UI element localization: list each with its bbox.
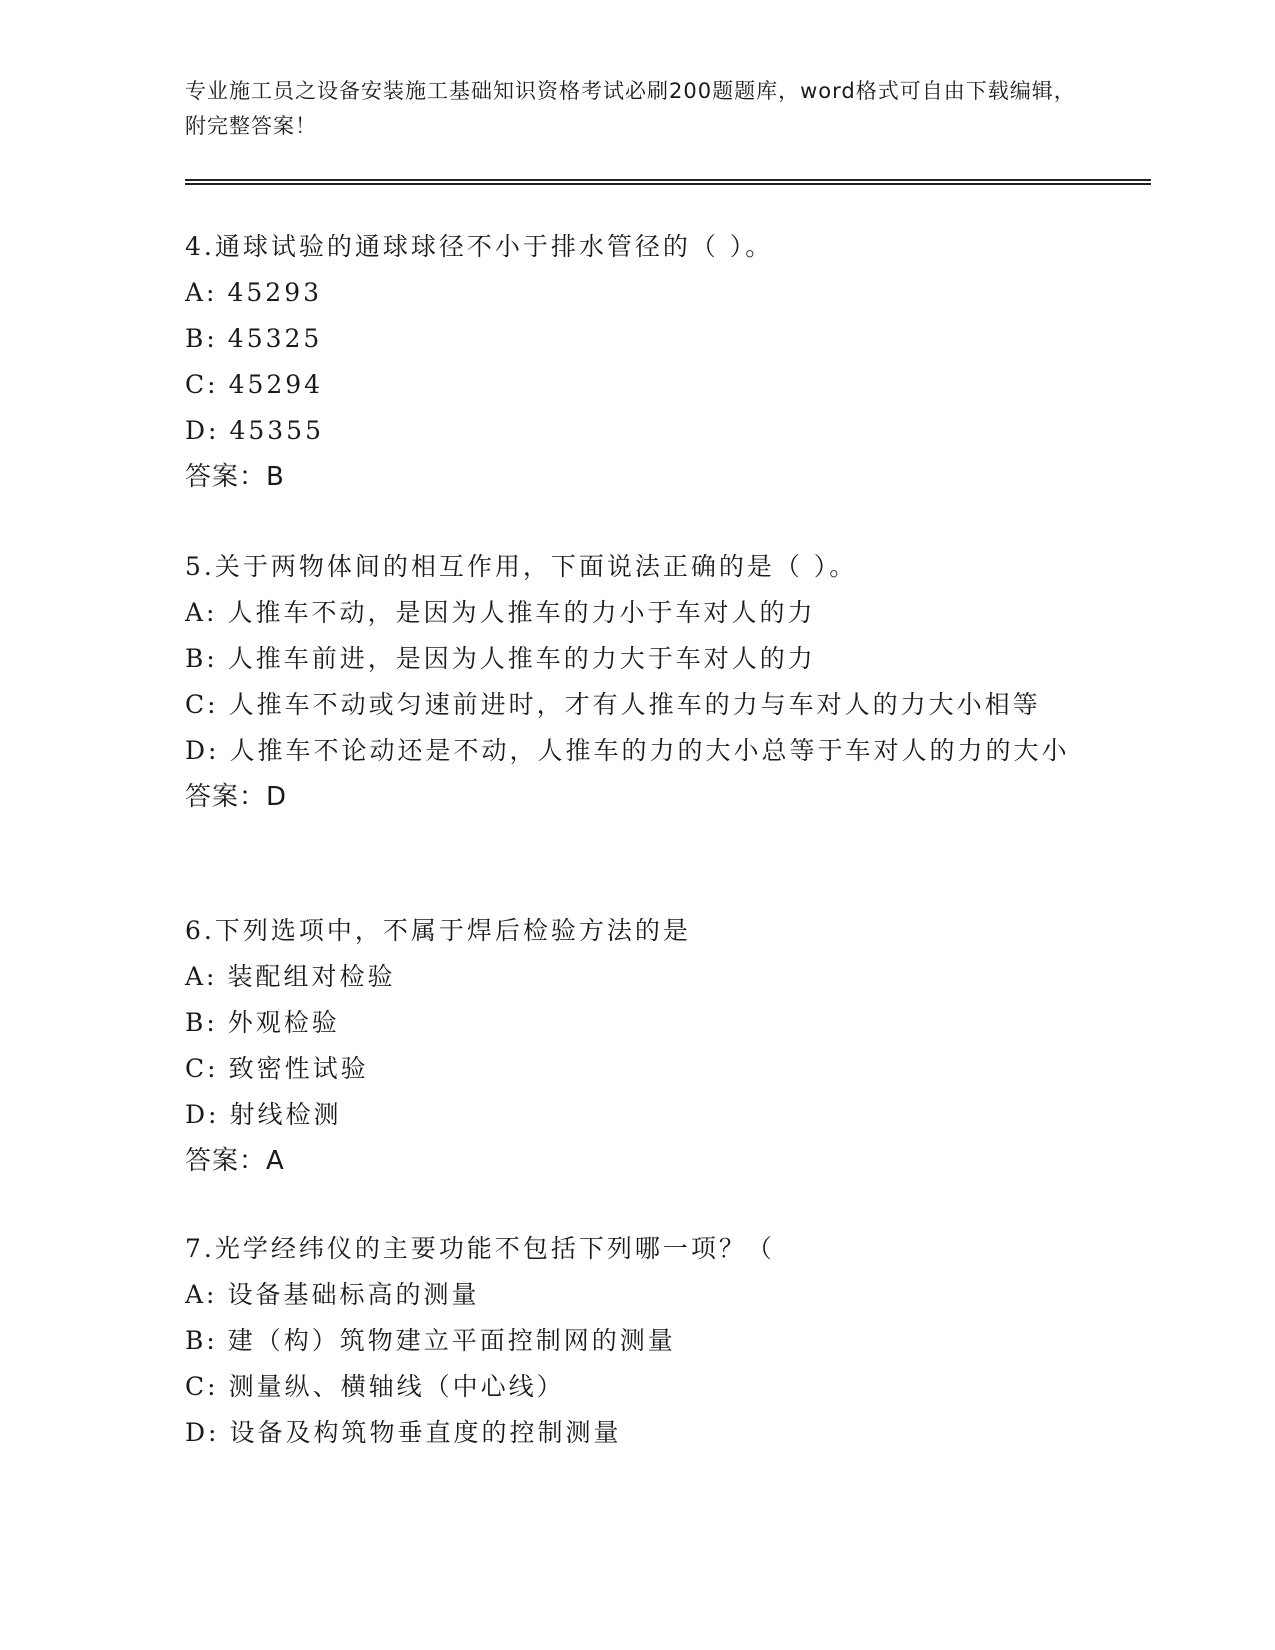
option-text: 人推车不论动还是不动，人推车的力的大小总等于车对人的力的大小 bbox=[229, 736, 1070, 765]
question-6 bbox=[185, 908, 1085, 1184]
header-double-rule bbox=[185, 179, 1151, 185]
option-text: 45355 bbox=[229, 416, 324, 445]
option-d bbox=[185, 728, 1085, 774]
option-key: B: bbox=[185, 1008, 218, 1037]
option-key: A: bbox=[185, 278, 218, 307]
option-text: 45294 bbox=[228, 370, 324, 399]
option-a bbox=[185, 590, 1085, 636]
option-key: A: bbox=[185, 598, 218, 627]
option-d bbox=[185, 1410, 1085, 1456]
option-text: 外观检验 bbox=[227, 1008, 340, 1037]
option-b bbox=[185, 1318, 1085, 1364]
question-4 bbox=[185, 224, 1085, 500]
answer-line: 答案：D bbox=[185, 782, 288, 812]
option-text: 45325 bbox=[227, 324, 323, 353]
question-stem: 4.通球试验的通球球径不小于排水管径的（ ）。 bbox=[185, 232, 774, 261]
option-d bbox=[185, 1092, 1085, 1138]
question-7 bbox=[185, 1226, 1085, 1456]
option-text: 致密性试验 bbox=[228, 1054, 369, 1083]
option-text: 设备及构筑物垂直度的控制测量 bbox=[229, 1418, 622, 1447]
option-key: C: bbox=[185, 690, 219, 719]
option-text: 射线检测 bbox=[229, 1100, 342, 1129]
option-text: 建（构）筑物建立平面控制网的测量 bbox=[227, 1326, 676, 1355]
answer-line: 答案：B bbox=[185, 462, 285, 492]
option-text: 45293 bbox=[227, 278, 323, 307]
option-key: D: bbox=[185, 1418, 220, 1447]
option-a bbox=[185, 1272, 1085, 1318]
question-stem: 6.下列选项中，不属于焊后检验方法的是 bbox=[185, 916, 691, 945]
option-key: C: bbox=[185, 370, 219, 399]
option-key: C: bbox=[185, 1372, 219, 1401]
option-key: B: bbox=[185, 324, 218, 353]
question-5 bbox=[185, 544, 1085, 820]
question-stem: 5.关于两物体间的相互作用，下面说法正确的是（ ）。 bbox=[185, 552, 858, 581]
option-c bbox=[185, 682, 1085, 728]
option-key: C: bbox=[185, 1054, 219, 1083]
answer-line: 答案：A bbox=[185, 1146, 285, 1176]
option-key: D: bbox=[185, 736, 220, 765]
option-key: B: bbox=[185, 1326, 218, 1355]
option-text: 装配组对检验 bbox=[227, 962, 396, 991]
option-c bbox=[185, 1364, 1085, 1410]
option-text: 设备基础标高的测量 bbox=[227, 1280, 480, 1309]
option-key: A: bbox=[185, 962, 218, 991]
option-a bbox=[185, 270, 1085, 316]
option-text: 人推车前进，是因为人推车的力大于车对人的力 bbox=[227, 644, 816, 673]
option-key: D: bbox=[185, 416, 220, 445]
option-c bbox=[185, 1046, 1085, 1092]
question-stem: 7.光学经纬仪的主要功能不包括下列哪一项？（ bbox=[185, 1234, 775, 1263]
option-d bbox=[185, 408, 1085, 454]
option-text: 人推车不动或匀速前进时，才有人推车的力与车对人的力大小相等 bbox=[228, 690, 1041, 719]
option-text: 测量纵、横轴线（中心线） bbox=[228, 1372, 565, 1401]
option-key: A: bbox=[185, 1280, 218, 1309]
option-text: 人推车不动，是因为人推车的力小于车对人的力 bbox=[227, 598, 816, 627]
option-c bbox=[185, 362, 1085, 408]
option-b bbox=[185, 1000, 1085, 1046]
option-key: D: bbox=[185, 1100, 220, 1129]
option-a bbox=[185, 954, 1085, 1000]
option-b bbox=[185, 316, 1085, 362]
document-header: 专业施工员之设备安装施工基础知识资格考试必刷200题题库，word格式可自由下载编辑，附完整答案！ bbox=[185, 79, 1076, 138]
option-b bbox=[185, 636, 1085, 682]
option-key: B: bbox=[185, 644, 218, 673]
